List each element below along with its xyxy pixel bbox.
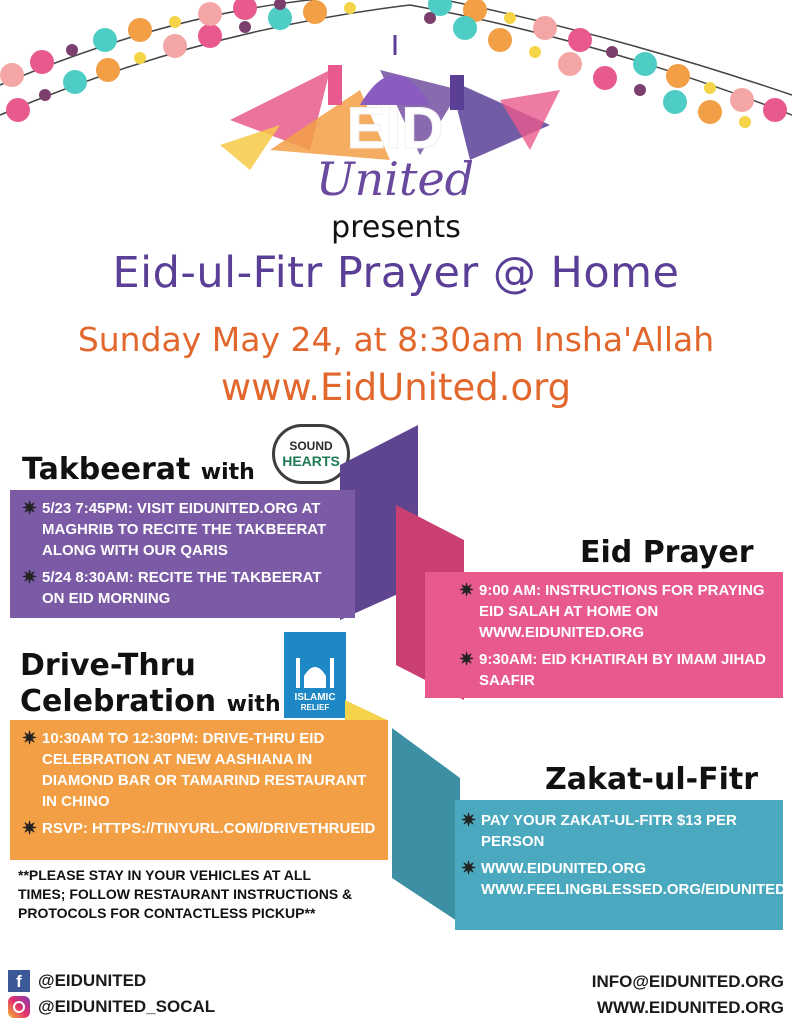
drive-thru-title-line1: Drive-Thru: [20, 648, 196, 683]
zakat-panel: [455, 800, 787, 930]
star-bullet-icon: ✷: [461, 810, 477, 830]
eid-united-logo: [210, 30, 570, 205]
drive-thru-item: ✷ 10:30AM TO 12:30PM: DRIVE-THRU EID CELEBRATION AT NEW AASHIANA IN DIAMOND BAR OR TAMARIND RESTAURANT IN CHINO: [22, 728, 367, 810]
instagram-link[interactable]: [8, 996, 215, 1018]
zakat-ribbon: [392, 728, 462, 928]
garland-bead: [606, 46, 618, 58]
takbeerat-item: ✷ 5/24 8:30AM: RECITE THE TAKBEERAT ON EID MORNING: [22, 567, 322, 607]
garland-bead: [0, 63, 24, 87]
garland-bead: [93, 28, 117, 52]
garland-bead: [163, 34, 187, 58]
garland-bead: [128, 18, 152, 42]
takbeerat-heading: [22, 452, 255, 487]
garland-bead: [30, 50, 54, 74]
star-bullet-icon: ✷: [22, 818, 38, 838]
facebook-handle: @EIDUNITED: [38, 971, 147, 990]
garland-bead: [303, 0, 327, 24]
garland-bead: [633, 52, 657, 76]
eid-prayer-item: ✷ 9:30AM: EID KHATIRAH BY IMAM JIHAD SAAFIR: [459, 649, 766, 689]
drive-thru-heading: [20, 648, 281, 723]
garland-bead: [344, 2, 356, 14]
garland-bead: [39, 89, 51, 101]
drive-thru-item: ✷ RSVP: HTTPS://TINYURL.COM/DRIVETHRUEID: [22, 818, 376, 838]
garland-bead: [134, 52, 146, 64]
contact-email[interactable]: INFO@EIDUNITED.ORG: [591, 972, 784, 991]
garland-bead: [233, 0, 257, 20]
garland-bead: [593, 66, 617, 90]
event-title: Eid-ul-Fitr Prayer @ Home: [112, 248, 680, 298]
event-date: Sunday May 24, at 8:30am Insha'Allah: [77, 320, 715, 359]
instagram-handle: @EIDUNITED_SOCAL: [38, 997, 216, 1016]
islamic-relief-logo: [282, 630, 348, 720]
star-bullet-icon: ✷: [459, 649, 475, 669]
logo-united-text: United: [315, 152, 475, 205]
drive-thru-title-line2: Celebration: [20, 684, 217, 719]
star-bullet-icon: ✷: [22, 567, 38, 587]
garland-bead: [634, 84, 646, 96]
facebook-icon: f: [8, 970, 30, 992]
garland-bead: [6, 98, 30, 122]
takbeerat-with: with: [200, 460, 255, 485]
takbeerat-title: Takbeerat: [22, 452, 191, 487]
zakat-item: ✷ PAY YOUR ZAKAT-UL-FITR $13 PER PERSON: [461, 810, 737, 850]
garland-bead: [698, 100, 722, 124]
star-bullet-icon: ✷: [461, 858, 477, 878]
safety-note: **PLEASE STAY IN YOUR VEHICLES AT ALL TIMES; FOLLOW RESTAURANT INSTRUCTIONS & PROTOCOLS FOR CONTACTLESS PICKUP**: [18, 867, 353, 921]
eid-prayer-item: ✷ 9:00 AM: INSTRUCTIONS FOR PRAYING EID SALAH AT HOME ON WWW.EIDUNITED.ORG: [459, 580, 765, 641]
presents-text: presents: [331, 210, 461, 245]
garland-bead: [730, 88, 754, 112]
sound-hearts-line2: HEARTS: [282, 453, 340, 469]
star-bullet-icon: ✷: [459, 580, 475, 600]
eid-prayer-title: Eid Prayer: [580, 535, 754, 570]
drive-thru-panel: [10, 720, 388, 860]
islamic-relief-line2: RELIEF: [300, 703, 330, 712]
garland-bead: [96, 58, 120, 82]
garland-bead: [704, 82, 716, 94]
takbeerat-item: ✷ 5/23 7:45PM: VISIT EIDUNITED.ORG AT MAGHRIB TO RECITE THE TAKBEERAT ALONG WITH OUR QARIS: [22, 498, 327, 559]
event-website[interactable]: www.EidUnited.org: [220, 366, 572, 409]
mosque-icon: [292, 652, 338, 692]
garland-bead: [169, 16, 181, 28]
eid-prayer-panel: [425, 572, 783, 698]
garland-bead: [198, 2, 222, 26]
garland-bead: [739, 116, 751, 128]
islamic-relief-line1: ISLAMIC: [294, 692, 336, 703]
instagram-icon: [8, 996, 30, 1018]
garland-bead: [424, 12, 436, 24]
drive-thru-with: with: [226, 692, 281, 717]
facebook-link[interactable]: [8, 970, 146, 992]
garland-bead: [666, 64, 690, 88]
sound-hearts-line1: SOUND: [289, 439, 333, 453]
garland-bead: [663, 90, 687, 114]
zakat-item: ✷ WWW.EIDUNITED.ORG WWW.FEELINGBLESSED.ORG/EIDUNITED: [461, 858, 787, 898]
garland-bead: [504, 12, 516, 24]
takbeerat-panel: [10, 490, 355, 618]
star-bullet-icon: ✷: [22, 728, 38, 748]
garland-bead: [66, 44, 78, 56]
footer-website[interactable]: WWW.EIDUNITED.ORG: [597, 998, 784, 1017]
logo-eid-text: EID: [346, 96, 444, 161]
garland-bead: [63, 70, 87, 94]
star-bullet-icon: ✷: [22, 498, 38, 518]
sound-hearts-logo: [272, 424, 350, 484]
zakat-title: Zakat-ul-Fitr: [545, 762, 758, 797]
garland-bead: [568, 28, 592, 52]
garland-bead: [763, 98, 787, 122]
